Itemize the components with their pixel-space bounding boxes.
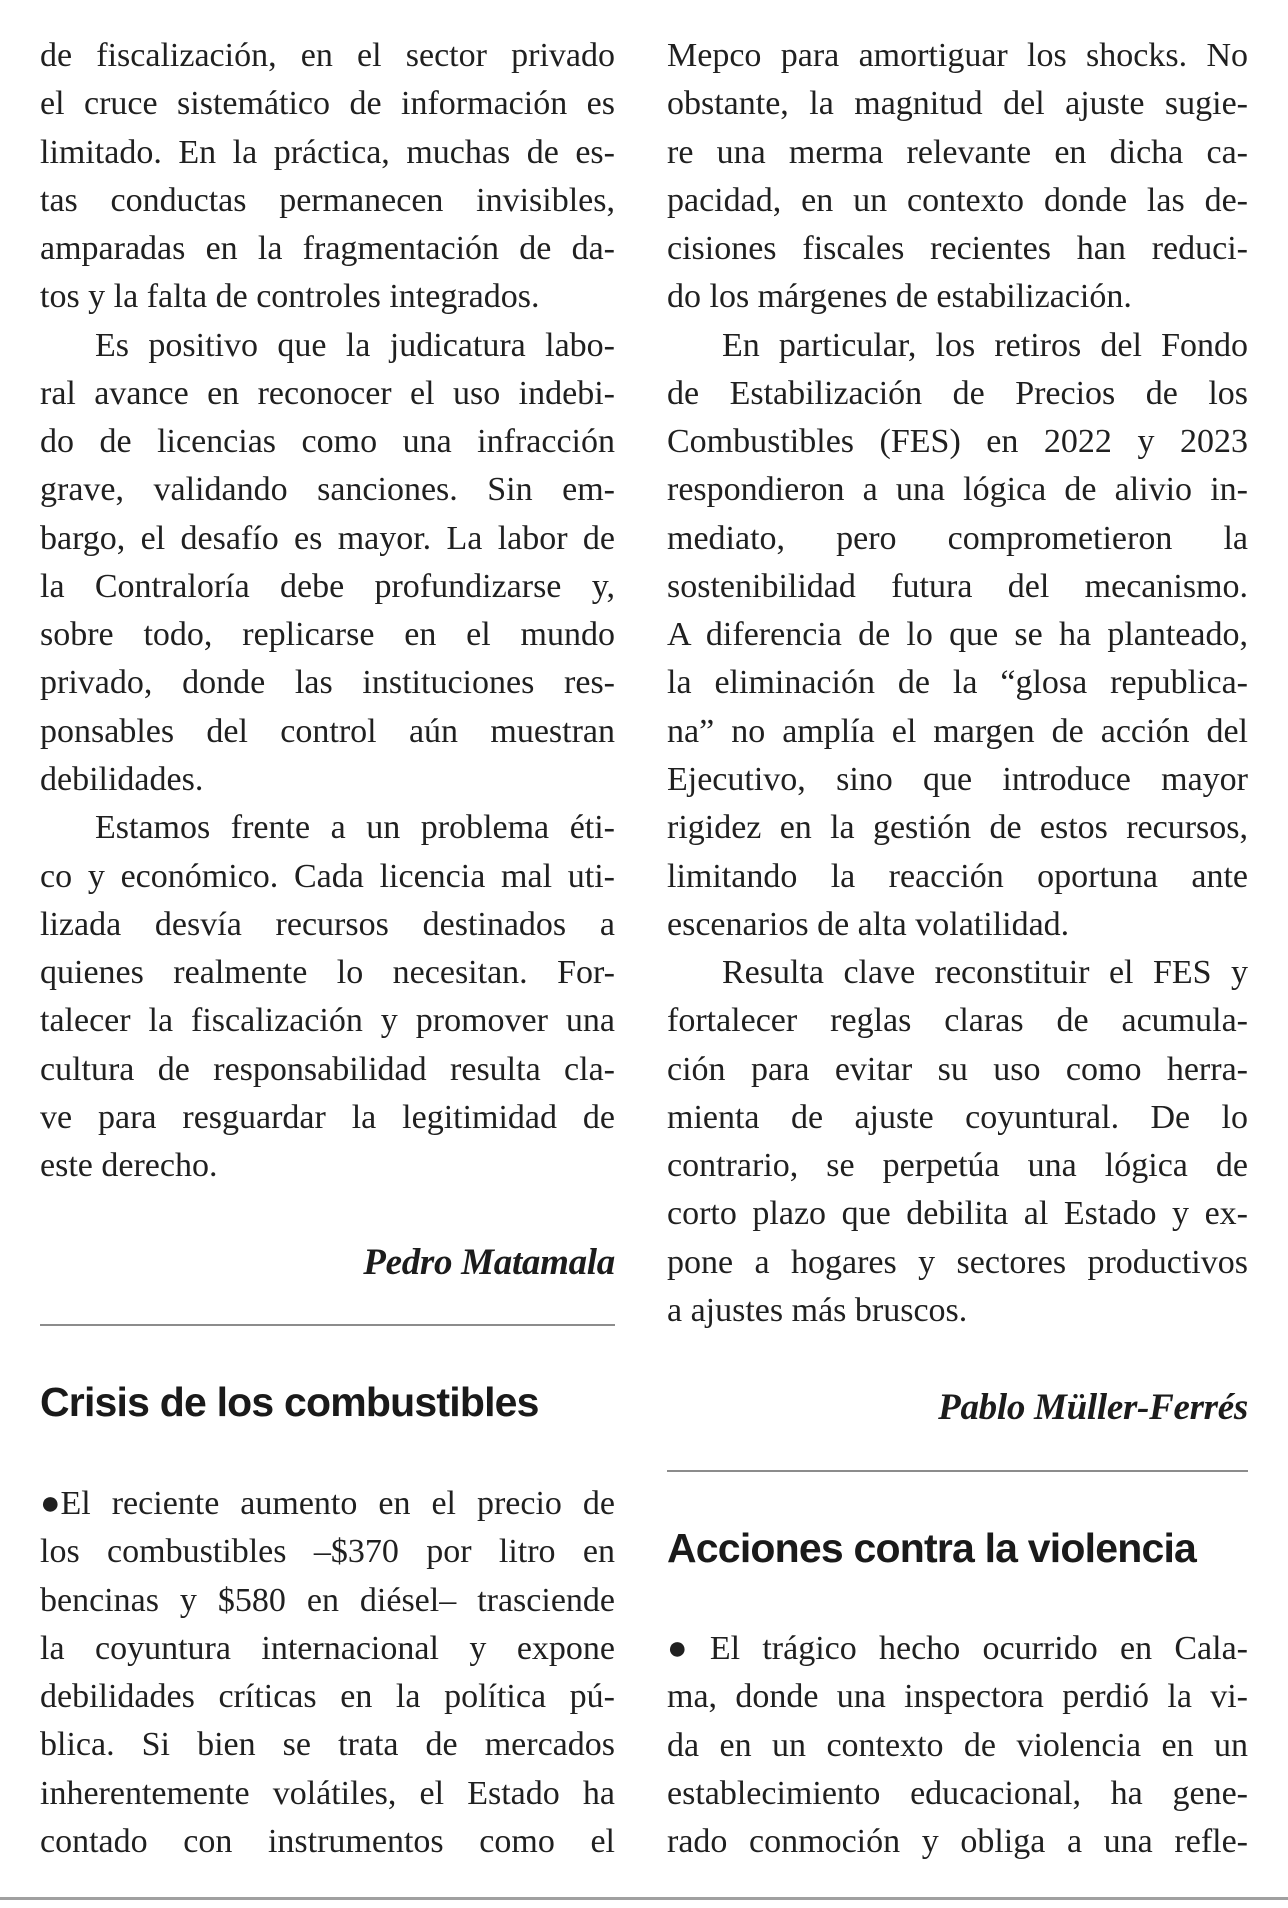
text-line: el cruce sistemático de información es <box>40 85 615 123</box>
text-line: Combustibles (FES) en 2022 y 2023 <box>667 423 1248 461</box>
text-line: rado conmoción y obliga a una refle- <box>667 1823 1248 1861</box>
text-line: sostenibilidad futura del mecanismo. <box>667 567 1248 605</box>
text-line: Ejecutivo, sino que introduce mayor <box>667 760 1248 798</box>
text-line: corto plazo que debilita al Estado y ex- <box>667 1195 1248 1233</box>
text-line: grave, validando sanciones. Sin em- <box>40 471 615 509</box>
text-line: bargo, el desafío es mayor. La labor de <box>40 519 615 557</box>
letter-signature: Pedro Matamala <box>363 1242 615 1283</box>
text-line: tas conductas permanecen invisibles, <box>40 181 615 219</box>
text-line: ral avance en reconocer el uso indebi- <box>40 374 615 412</box>
text-line: mienta de ajuste coyuntural. De lo <box>667 1098 1248 1136</box>
text-line: contrario, se perpetúa una lógica de <box>667 1147 1248 1185</box>
text-line: ma, donde una inspectora perdió la vi- <box>667 1678 1248 1716</box>
text-line: a ajustes más bruscos. <box>667 1291 968 1329</box>
text-line: bencinas y $580 en diésel– trasciende <box>40 1581 615 1619</box>
page-bottom-edge <box>0 1897 1288 1900</box>
text-line: privado, donde las instituciones res- <box>40 664 615 702</box>
text-line: ponsables del control aún muestran <box>40 712 615 750</box>
text-line: la eliminación de la “glosa republica- <box>667 664 1248 702</box>
text-line: da en un contexto de violencia en un <box>667 1726 1248 1764</box>
letter-title: Crisis de los combustibles <box>40 1379 539 1425</box>
text-line: de fiscalización, en el sector privado <box>40 37 615 74</box>
left-column <box>40 0 615 1908</box>
text-line: este derecho. <box>40 1147 218 1185</box>
text-line: inherentemente volátiles, el Estado ha <box>40 1774 615 1812</box>
text-line: debilidades críticas en la política pú- <box>40 1678 615 1716</box>
paragraph <box>40 32 615 322</box>
text-line: limitado. En la práctica, muchas de es- <box>40 133 615 171</box>
text-line: respondieron a una lógica de alivio in- <box>667 471 1248 509</box>
paragraph <box>667 949 1248 1335</box>
text-line: blica. Si bien se trata de mercados <box>40 1726 615 1764</box>
text-line: establecimiento educacional, ha gene- <box>667 1774 1248 1812</box>
text-line: obstante, la magnitud del ajuste sugie- <box>667 85 1248 123</box>
text-line: quienes realmente lo necesitan. For- <box>40 954 615 992</box>
text-line: mediato, pero comprometieron la <box>667 519 1248 557</box>
section-divider <box>40 1324 615 1326</box>
text-line: do de licencias como una infracción <box>40 423 615 461</box>
paragraph <box>40 804 615 1190</box>
text-line: limitando la reacción oportuna ante <box>667 857 1248 895</box>
text-line: En particular, los retiros del Fondo <box>722 326 1248 364</box>
text-line: debilidades. <box>40 760 204 798</box>
paragraph <box>40 322 615 805</box>
text-line: Resulta clave reconstituir el FES y <box>722 954 1248 992</box>
text-line: re una merma relevante en dicha ca- <box>667 133 1248 171</box>
text-line: fortalecer reglas claras de acumula- <box>667 1002 1248 1040</box>
text-line: talecer la fiscalización y promover una <box>40 1002 615 1040</box>
text-line: pone a hogares y sectores productivos <box>667 1243 1248 1281</box>
text-line: amparadas en la fragmentación de da- <box>40 230 615 268</box>
text-line: la coyuntura internacional y expone <box>40 1629 615 1667</box>
text-line: lizada desvía recursos destinados a <box>40 905 615 943</box>
right-column <box>667 0 1248 1908</box>
text-line: escenarios de alta volatilidad. <box>667 905 1070 943</box>
text-line: ción para evitar su uso como herra- <box>667 1050 1248 1088</box>
letter-body <box>667 1625 1248 1866</box>
text-line: Estamos frente a un problema éti- <box>95 809 615 847</box>
text-line: sobre todo, replicarse en el mundo <box>40 616 615 654</box>
text-line: ● El trágico hecho ocurrido en Cala- <box>667 1630 1248 1667</box>
paragraph <box>667 32 1248 322</box>
text-line: Mepco para amortiguar los shocks. No <box>667 37 1248 74</box>
letter-signature: Pablo Müller-Ferrés <box>938 1387 1248 1428</box>
text-line: Es positivo que la judicatura labo- <box>95 326 615 364</box>
continued-letter-body <box>40 32 615 1190</box>
text-line: na” no amplía el margen de acción del <box>667 712 1248 750</box>
continued-letter-body <box>667 32 1248 1335</box>
letter-title: Acciones contra la violencia <box>667 1525 1197 1571</box>
text-line: rigidez en la gestión de estos recursos, <box>667 809 1248 847</box>
text-line: ve para resguardar la legitimidad de <box>40 1098 615 1136</box>
paragraph <box>667 322 1248 949</box>
text-line: do los márgenes de estabilización. <box>667 278 1132 316</box>
text-line: pacidad, en un contexto donde las de- <box>667 181 1248 219</box>
letter-body <box>40 1480 615 1866</box>
text-line: ●El reciente aumento en el precio de <box>40 1485 615 1522</box>
text-line: los combustibles –$370 por litro en <box>40 1533 615 1571</box>
text-line: cisiones fiscales recientes han reduci- <box>667 230 1248 268</box>
text-line: tos y la falta de controles integrados. <box>40 278 540 316</box>
section-divider <box>667 1470 1248 1472</box>
text-line: la Contraloría debe profundizarse y, <box>40 567 615 605</box>
text-line: A diferencia de lo que se ha planteado, <box>667 616 1248 654</box>
text-line: co y económico. Cada licencia mal uti- <box>40 857 615 895</box>
text-line: de Estabilización de Precios de los <box>667 374 1248 412</box>
text-line: cultura de responsabilidad resulta cla- <box>40 1050 615 1088</box>
text-line: contado con instrumentos como el <box>40 1822 615 1860</box>
